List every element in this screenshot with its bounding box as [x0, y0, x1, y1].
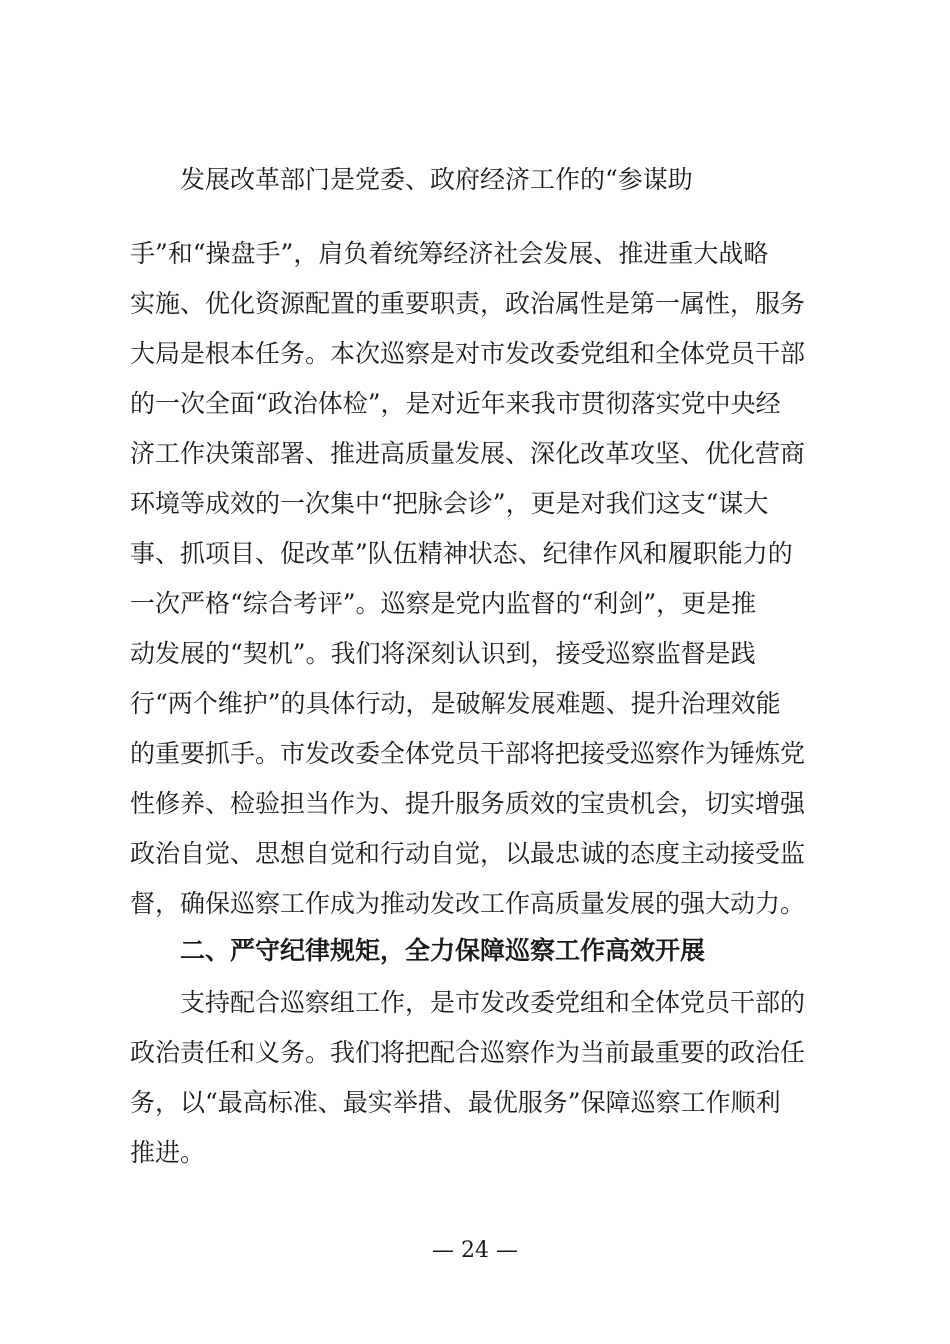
paragraph-1-line-8: 事、抓项目、促改革”队伍精神状态、纪律作风和履职能力的 [130, 539, 793, 568]
paragraph-1-line-1: 发展改革部门是党委、政府经济工作的“参谋助 [180, 165, 693, 194]
paragraph-1-line-12: 的重要抓手。市发改委全体党员干部将把接受巡察作为锤炼党 [130, 739, 806, 768]
paragraph-2-line-1: 支持配合巡察组工作，是市发改委党组和全体党员干部的 [180, 988, 806, 1017]
section-heading: 二、严守纪律规矩，全力保障巡察工作高效开展 [180, 936, 706, 965]
paragraph-1-line-10: 动发展的“契机”。我们将深刻认识到，接受巡察监督是践 [130, 639, 756, 668]
paragraph-2-line-4: 推进。 [130, 1138, 206, 1167]
paragraph-1-line-9: 一次严格“综合考评”。巡察是党内监督的“利剑”，更是推 [130, 589, 757, 618]
paragraph-2-line-3: 务，以“最高标准、最实举措、最优服务”保障巡察工作顺利 [130, 1088, 781, 1117]
page-number: — 24 — [432, 1238, 518, 1263]
paragraph-1-line-2: 手”和“操盘手”，肩负着统筹经济社会发展、推进重大战略 [130, 239, 769, 268]
paragraph-1-line-15: 督，确保巡察工作成为推动发改工作高质量发展的强大动力。 [130, 889, 806, 918]
paragraph-2-line-2: 政治责任和义务。我们将把配合巡察作为当前最重要的政治任 [130, 1038, 806, 1067]
paragraph-1-line-13: 性修养、检验担当作为、提升服务质效的宝贵机会，切实增强 [130, 789, 806, 818]
paragraph-1-line-14: 政治自觉、思想自觉和行动自觉，以最忠诚的态度主动接受监 [130, 839, 806, 868]
paragraph-1-line-4: 大局是根本任务。本次巡察是对市发改委党组和全体党员干部 [130, 339, 806, 368]
paragraph-1-line-3: 实施、优化资源配置的重要职责，政治属性是第一属性，服务 [130, 289, 806, 318]
paragraph-1-line-5: 的一次全面“政治体检”，是对近年来我市贯彻落实党中央经 [130, 389, 781, 418]
paragraph-1-line-7: 环境等成效的一次集中“把脉会诊”，更是对我们这支“谋大 [130, 489, 769, 518]
paragraph-1-line-11: 行“两个维护”的具体行动，是破解发展难题、提升治理效能 [130, 689, 781, 718]
paragraph-1-line-6: 济工作决策部署、推进高质量发展、深化改革攻坚、优化营商 [130, 439, 806, 468]
